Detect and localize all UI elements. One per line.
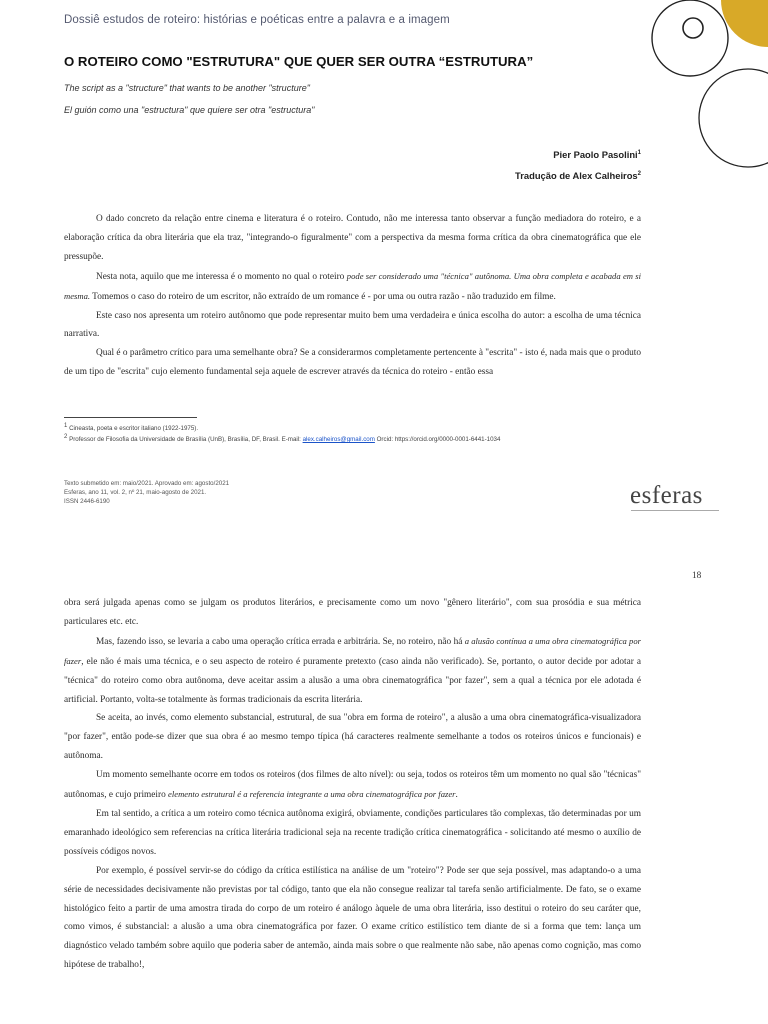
email-link[interactable]: alex.calheiros@gmail.com	[302, 436, 375, 444]
decorative-circles	[630, 0, 768, 200]
footnote-text: Professor de Filosofia da Universidade de Brasília (UnB), Brasília, DF, Brasil. E-mail:	[69, 436, 303, 444]
paragraph-text: .	[455, 790, 458, 801]
small-outline-circle	[683, 18, 703, 38]
paragraph: O dado concreto da relação entre cinema e literatura é o roteiro. Contudo, não me interessa tanto observar a função mediadora do roteiro, e a elaboração crítica da obra literária que ela traz, "integrando-o figuralmente" com a perspectiva da mesma forma crítica da obra cinematográfica que ele pressupõe.	[64, 214, 641, 262]
page2-body	[64, 594, 641, 975]
journal-header: Dossiê estudos de roteiro: histórias e poéticas entre a palavra e a imagem	[64, 14, 450, 26]
submission-dates: Texto submetido em: maio/2021. Aprovado em: agosto/2021	[64, 480, 230, 487]
footnote-1	[64, 423, 198, 432]
right-outline-circle	[699, 69, 768, 167]
translator-name: Tradução de Alex Calheiros	[515, 170, 638, 181]
paragraph-text: Tomemos o caso do roteiro de um escritor, não extraído de um romance é - por uma ou outra razão - não traduzido em filme.	[90, 291, 556, 302]
publication-meta	[64, 480, 229, 506]
esferas-logo: esferas	[630, 482, 703, 509]
paragraph: Se aceita, ao invés, como elemento substancial, estrutural, de sua "obra em forma de roteiro", a alusão a uma obra cinematográfica-visualizadora "por fazer", então pode-se dizer que sua obra é ao mesmo tempo típica (há caracteres realmente semelhante a todos os roteiros únicos e funcionais) e autônoma.	[64, 713, 641, 762]
paragraph: obra será julgada apenas como se julgam os produtos literários, e precisamente como um novo "gênero literário", com sua prosódia e sua métrica particulares etc. etc.	[64, 598, 641, 627]
orcid-text: Orcid: https://orcid.org/0000-0001-6441-1034	[374, 436, 501, 444]
logo-underline	[631, 510, 719, 511]
author-name: Pier Paolo Pasolini	[553, 149, 638, 160]
page1-body	[64, 210, 641, 382]
paragraph	[64, 267, 641, 307]
paragraph-text: Mas, fazendo isso, se levaria a cabo uma operação crítica errada e arbitrária. Se, no roteiro, não há	[96, 636, 465, 647]
author-line	[553, 149, 641, 160]
translator-footnote-ref[interactable]: 2	[637, 170, 641, 177]
translator-line	[515, 170, 641, 181]
footnote-divider	[64, 417, 197, 418]
citation-line: Esferas, ano 11, vol. 2, nº 21, maio-agosto de 2021.	[64, 488, 207, 496]
footnote-text: Cineasta, poeta e escritor italiano (1922-1975).	[69, 425, 199, 433]
paragraph: Por exemplo, é possível servir-se do código da crítica estilística na análise de um "roteiro"? Pode ser que seja possível, mas adaptando-o a uma série de necessidades decisivamente não previstas por tal código, tanto que ela não consegue realizar tal tarefa senão artificialmente. De fato, se o exame histológico feito a partir de uma amostra tirada do corpo de um roteiro é análogo àquele de uma obra literária, isso destitui o roteiro do seu caráter que, como vimos, é substancial: a alusão a uma obra cinematográfica por fazer. O exame crítico estilístico tem diante de si a forma que tem: lança um diagnóstico velado também sobre aquilo que poderia saber de antemão, ainda mais sobre o que realmente não sabe, não apenas como cognição, mas como hipótese de trabalho!,	[64, 865, 641, 971]
footnote-number: 1	[64, 423, 68, 429]
emphasis-text: elemento estrutural é a referencia integrante a uma obra cinematográfica por fazer	[168, 789, 456, 800]
subtitle-spanish: El guión como una "estructura" que quiere ser otra "estructura"	[64, 105, 315, 115]
page-number: 18	[692, 571, 702, 581]
paragraph-text: Nesta nota, aquilo que me interessa é o momento no qual o roteiro	[96, 271, 347, 282]
issn-line: ISSN 2446-6190	[64, 497, 110, 505]
article-title: O ROTEIRO COMO "ESTRUTURA" QUE QUER SER OUTRA “ESTRUTURA”	[64, 54, 534, 69]
paragraph-text: Um momento semelhante ocorre em todos os roteiros (dos filmes de alto nível): ou seja, todos os roteiros têm um momento no qual são "técnicas" autônomas, e cujo primeiro	[64, 770, 641, 801]
subtitle-english: The script as a "structure" that wants to be another "structure"	[64, 83, 310, 93]
paragraph: Este caso nos apresenta um roteiro autônomo que pode representar muito bem uma verdadeira e única escolha do autor: a escolha de uma técnica narrativa.	[64, 310, 641, 340]
footnote-number: 2	[64, 434, 68, 440]
emphasis-text: a alusão contínua a uma obra cinematográfica por fazer	[64, 635, 641, 666]
paragraph	[64, 766, 641, 805]
emphasis-text: pode ser considerado uma "técnica" autônoma. Uma obra completa e acabada em si mesma.	[64, 270, 641, 301]
paragraph	[64, 632, 641, 710]
footnote-2	[64, 434, 500, 443]
paragraph: Qual é o parâmetro crítico para uma semelhante obra? Se a considerarmos completamente pertencente à "escrita" - isto é, nada mais que o produto de um tipo de "escrita" cujo elemento fundamental seja aquele de escrever através da técnica do roteiro - então essa	[64, 348, 641, 378]
paragraph-text: , ele não é mais uma técnica, e o seu aspecto de roteiro é puramente pretexto (caso ainda não verificado). Se, portanto, o autor decide por adotar a "técnica" do roteiro como obra autônoma, deve aceitar assim a alusão a uma obra cinematográfica "por fazer", sem a qual a técnica por ele adotada é artificial. Portanto, volta-se totalmente às formas tradicionais da escrita literária.	[64, 656, 641, 705]
paragraph: Em tal sentido, a crítica a um roteiro como técnica autônoma exigirá, obviamente, condições particulares tão complexas, tão determinadas por um emaranhado ideológico sem referencias na crítica literária tradicional seja na recente tradição crítica cinematográfica - solicitando até mesmo o auxílio de possíveis códigos novos.	[64, 808, 641, 857]
author-footnote-ref[interactable]: 1	[637, 149, 641, 156]
